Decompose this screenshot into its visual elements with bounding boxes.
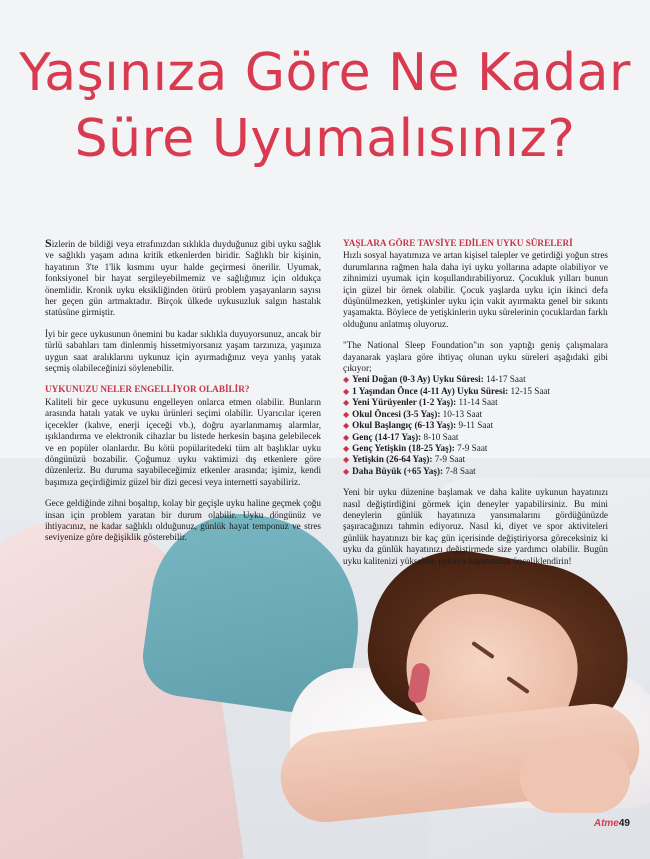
title-line-1: Yaşınıza Göre Ne Kadar	[19, 43, 631, 103]
paragraph-r2: "The National Sleep Foundation"ın son yaptığı geniş çalışmalara dayanarak yaşlara göre ihtiyaç olunan uyku süreleri aşağıdaki gibi çıkıyor;	[343, 340, 608, 374]
page-number: 49	[618, 818, 630, 829]
intro-paragraph	[45, 238, 321, 319]
list-item-value: 14-17 Saat	[483, 374, 526, 385]
left-column	[45, 238, 321, 554]
list-item	[343, 466, 608, 477]
list-item	[343, 454, 608, 465]
diamond-bullet-icon: ◆	[343, 375, 350, 385]
sleep-duration-list	[343, 374, 608, 477]
list-item-label: 1 Yaşından Önce (4-11 Ay) Uyku Süresi:	[352, 385, 509, 396]
intro-text: izlerin de bildiği veya etrafınızdan sıklıkla duyduğunuz gibi uyku sağlık ve sağlıklı yaşam adına kritik etkenlerden biridir. Sağlıklı bir kişinin, hayatının 3'te 1'lik kısmını uyur halde geçirmesi önerilir. Uyumak, fonksiyonel bir hayat sergileyebilmemiz ve sağlığımız için oldukça önemlidir. Kronik uyku eksikliğinden ötürü problem yaşayanların sayısı her geçen gün artmaktadır. Birçok ülkede uykusuzluk salgın hastalık statüsüne girmiştir.	[45, 239, 321, 318]
article-title	[0, 40, 650, 172]
list-item-label: Okul Başlangıç (6-13 Yaş):	[352, 420, 457, 431]
paragraph-2: İyi bir gece uykusunun önemini bu kadar sıklıkla duyuyorsunuz, ancak bir türlü sabahları tam dinlenmiş hissetmiyorsanız yaşam tarzınıza, yaşınıza uygun saat aralıklarını uykunuz için ayırmadığınız veya yanlış yatak seçmiş olabileceğinizi söylenebilir.	[45, 328, 321, 374]
dropcap: S	[45, 236, 52, 250]
title-line-2: Süre Uyumalısınız?	[74, 109, 576, 169]
list-item-value: 7-8 Saat	[443, 465, 476, 476]
list-item-label: Yetişkin (26-64 Yaş):	[352, 454, 433, 465]
list-item-label: Yeni Yürüyenler (1-2 Yaş):	[352, 397, 457, 408]
brand-logo: Atme	[593, 818, 619, 829]
list-item	[343, 397, 608, 408]
list-item-value: 10-13 Saat	[440, 408, 483, 419]
list-item-value: 12-15 Saat	[508, 385, 551, 396]
list-item-value: 7-9 Saat	[432, 454, 466, 465]
diamond-bullet-icon: ◆	[343, 386, 350, 396]
list-item	[343, 432, 608, 443]
list-item	[343, 374, 608, 385]
section-heading-durations: YAŞLARA GÖRE TAVSİYE EDİLEN UYKU SÜRELERİ	[343, 238, 573, 248]
paragraph-r1: Hızlı sosyal hayatımıza ve artan kişisel talepler ve getirdiği yoğun stres durumlarına rağmen hala daha iyi uyku yollarına adapte olabiliyor ve zihnimizi uyumak için koşullandırabiliyoruz. Çocukluk yılları bunun için güzel bir örnek olabilir. Çocuk yaşlarda uyku için ikinci defa düşünülmezken, yetişkinler uyku için vakit ayırmakta genel bir sıkıntı yaşamakta. Böylece de yetişkinlerin uyku sürelerinin çocuklardan farklı olduğunu anlatmış oluyoruz.	[343, 250, 608, 329]
list-item-value: 8-10 Saat	[421, 431, 459, 442]
list-item-label: Okul Öncesi (3-5 Yaş):	[352, 408, 441, 419]
diamond-bullet-icon: ◆	[343, 409, 350, 419]
diamond-bullet-icon: ◆	[343, 443, 350, 453]
hand	[520, 743, 630, 813]
list-item-value: 11-14 Saat	[456, 397, 498, 408]
list-item-value: 7-9 Saat	[454, 442, 488, 453]
list-item	[343, 420, 608, 431]
paragraph-3: Kaliteli bir gece uykusunu engelleyen onlarca etmen olabilir. Bunların arasında hatalı yatak ve uyku ürünleri seçimi olabilir. Uyarıcılar içeren içecekler (kahve, enerji içeceği vb.), doğru ayarlanmamış alarmlar, ışıklandırma ve elektronik cihazlar bu listede herkesin başına gelebilecek ve en popüler olanlardır. Bu kötü popülaritedeki tüm alt başlıklar uyku döngünüzü bozabilir. Çoğumuz uyku vaktimizi dış etkenlere göre düzenleriz. Bu duruma sayabileceğimiz etkenler arasında; işimiz, kendi başımıza geçirdiğimiz güzel bir dizi gecesi veya internetti sayabiliriz.	[45, 396, 321, 487]
paragraph-4: Gece geldiğinde zihni boşaltıp, kolay bir geçişle uyku haline geçmek çoğu insan için problem yaratan bir durum olabilir. Uyku döngünüz ve ihtiyacınız, ne kadar sağlıklı olduğunuz, günlük hayat temponuz ve stres seviyenize göre değişiklik gösterebilir.	[45, 498, 321, 543]
diamond-bullet-icon: ◆	[343, 466, 350, 476]
section-heading-obstacles: UYKUNUZU NELER ENGELLİYOR OLABİLİR?	[45, 384, 250, 395]
diamond-bullet-icon: ◆	[343, 398, 350, 408]
list-item	[343, 443, 608, 454]
list-item-label: Yeni Doğan (0-3 Ay) Uyku Süresi:	[352, 374, 484, 385]
list-item	[343, 409, 608, 420]
diamond-bullet-icon: ◆	[343, 432, 350, 442]
diamond-bullet-icon: ◆	[343, 421, 350, 431]
right-column	[343, 238, 608, 577]
paragraph-r3: Yeni bir uyku düzenine başlamak ve daha kalite uykunun hayatınızı nasıl değiştirdiğini görmek için deneyler yapabilirsiniz. Bu mini deneylerin günlük hayatınıza yansımalarını gördüğünüzde şaşıracağınızı tahmin ediyoruz. Nasıl ki, diyet ve spor aktiviteleri günlük hayatınızı bir kaç gün içerisinde değiştiriyorsa göreceksiniz ki uyku da günlük hayatınızı değiştirmede size yardımcı olabilir. Bugün uyku kalitenizi yükseltin, uykuyu hayatınızda önceliklendirin!	[343, 487, 608, 566]
list-item-label: Daha Büyük (+65 Yaş):	[352, 465, 444, 476]
list-item-label: Genç (14-17 Yaş):	[352, 431, 422, 442]
list-item-value: 9-11 Saat	[456, 420, 494, 431]
diamond-bullet-icon: ◆	[343, 455, 350, 465]
list-item-label: Genç Yetişkin (18-25 Yaş):	[352, 442, 455, 453]
list-item	[343, 386, 608, 397]
page-footer	[594, 818, 630, 829]
